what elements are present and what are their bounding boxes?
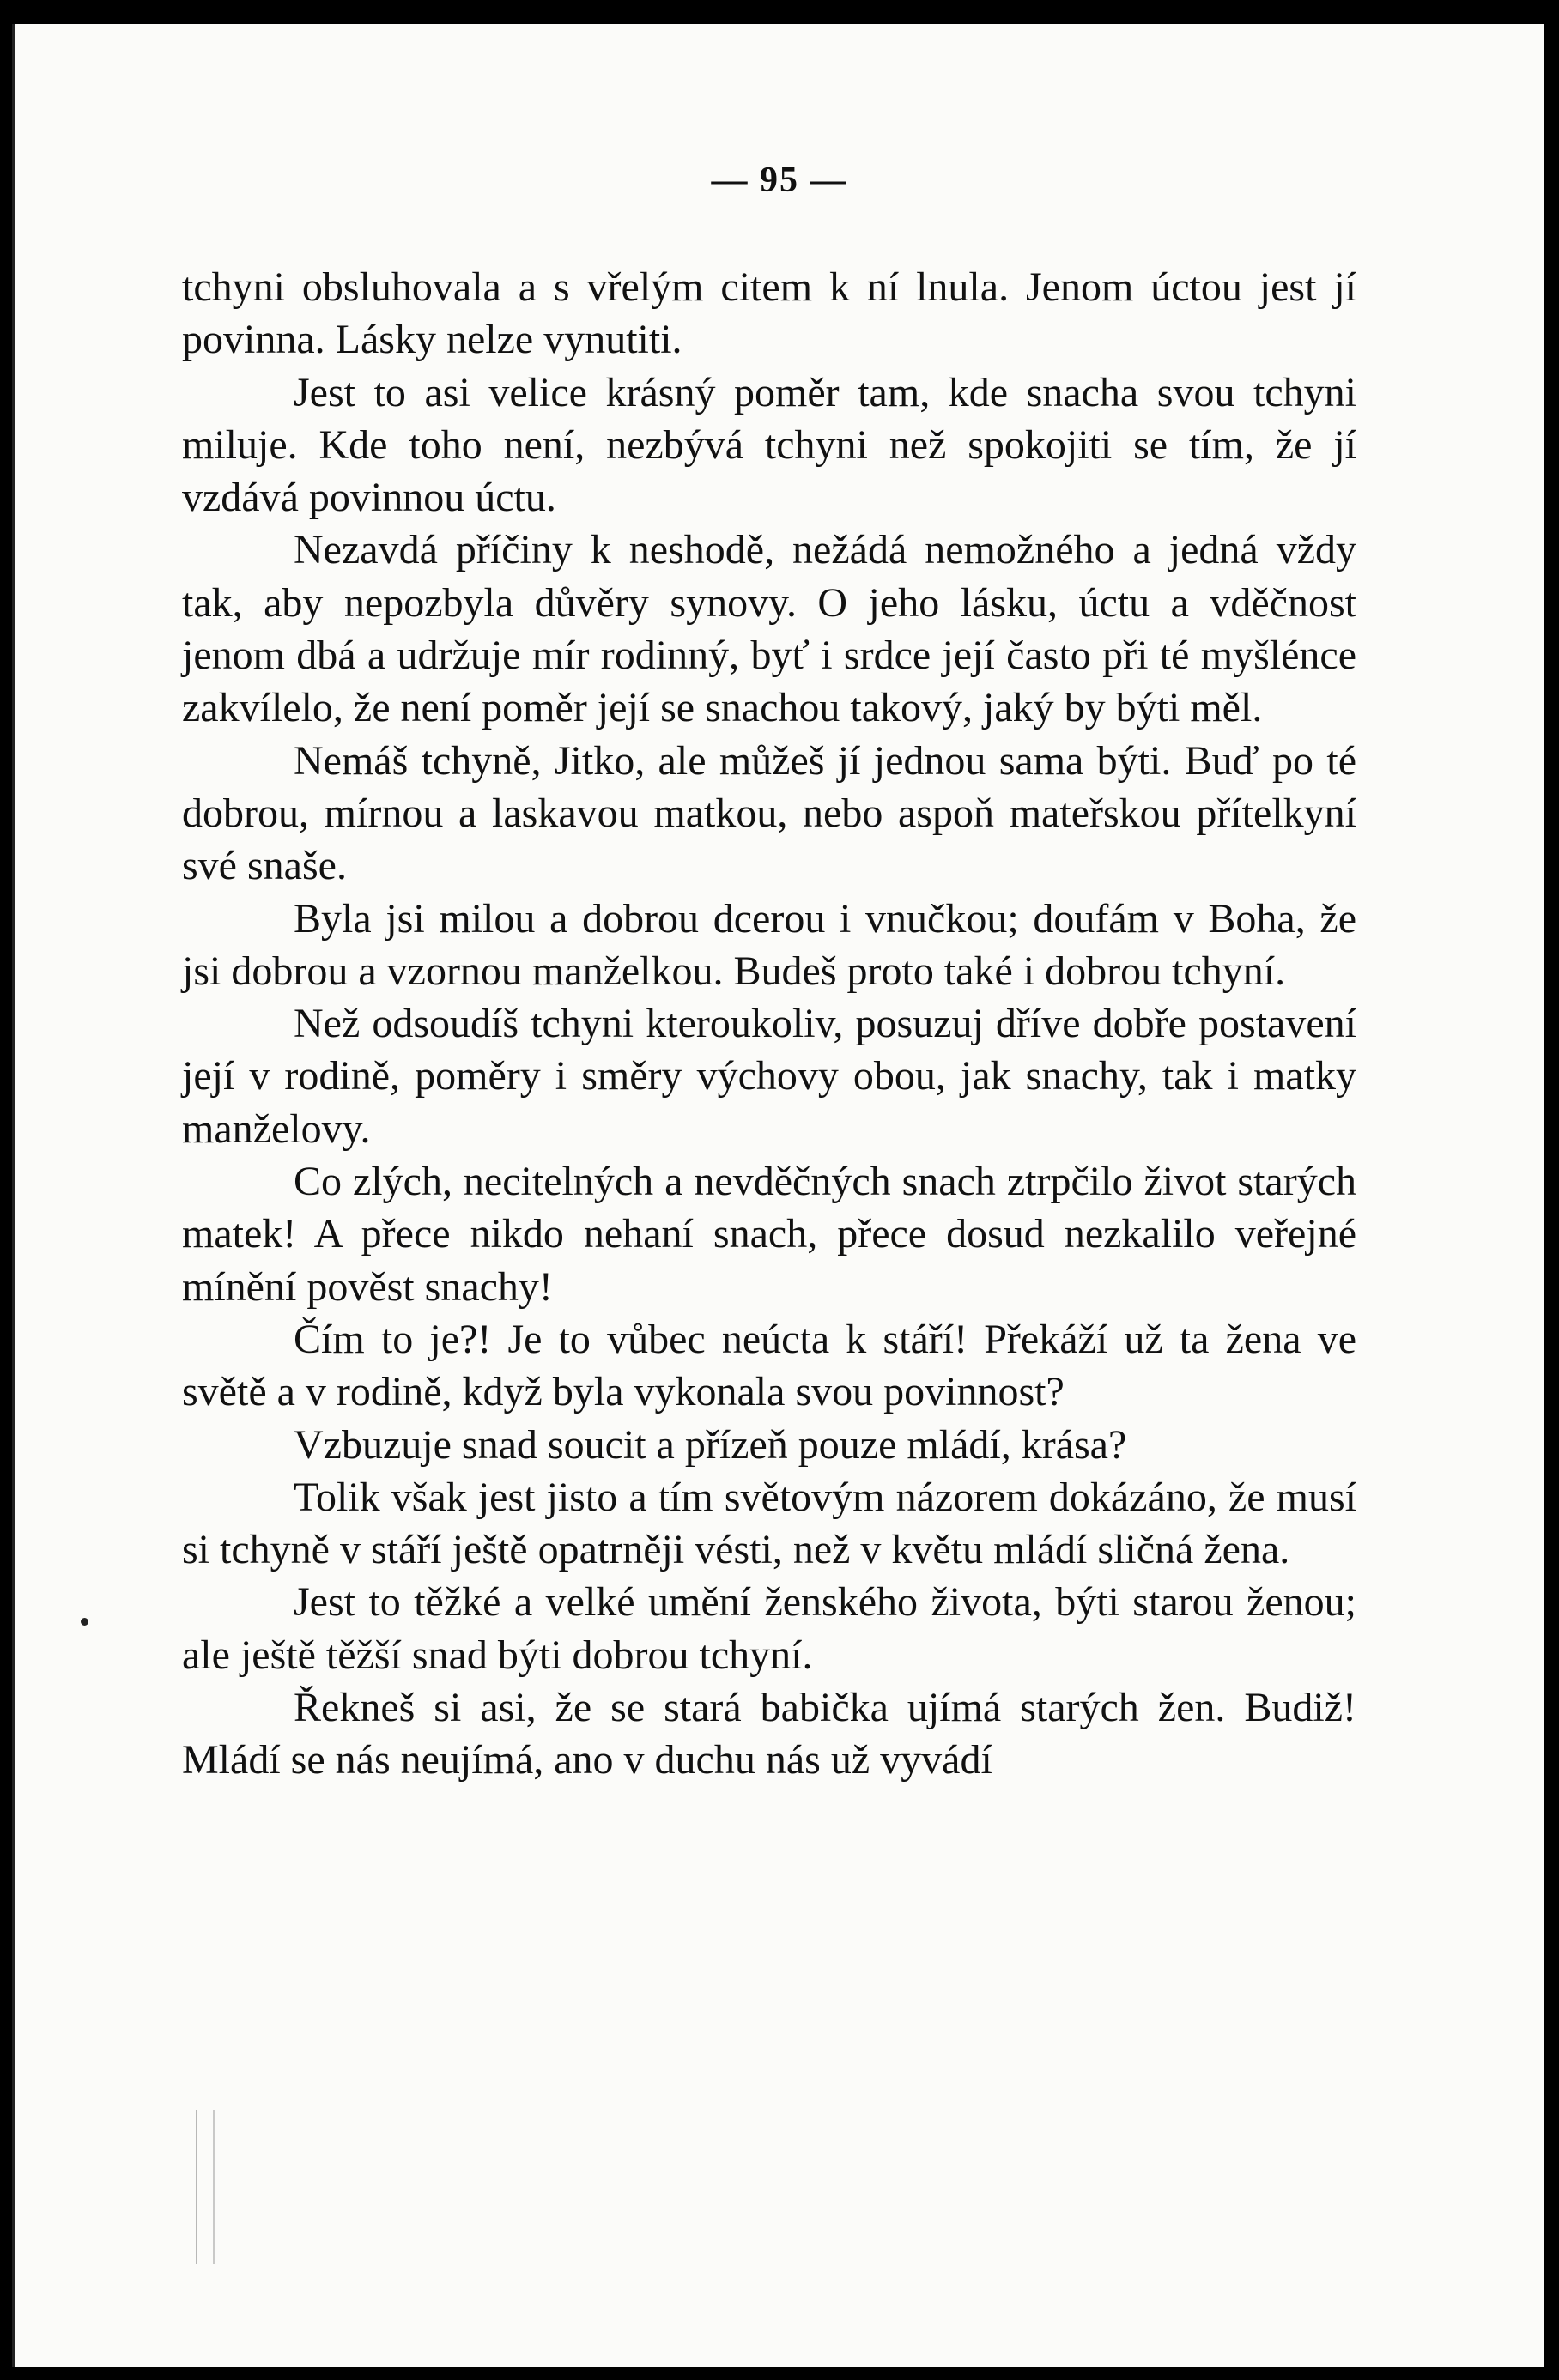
paragraph: tchyni obsluhovala a s vřelým citem k ní lnula. Jenom úctou jest jí povinna. Lásky nelze vynutiti. [182, 264, 1356, 363]
paragraph: Řekneš si asi, že se stará babička ujímá starých žen. Budiž! Mládí se nás neujímá, ano v duchu nás už vyvádí [182, 1685, 1356, 1783]
paragraph: Nezavdá příčiny k neshodě, nežádá nemožného a jedná vždy tak, aby nepozbyla důvěry synovy. O jeho lásku, úctu a vděčnost jenom dbá a udržuje mír rodinný, byť i srdce její často při té myšlénce zakvílelo, že není poměr její se snachou takový, jaký by býti měl. [182, 527, 1356, 731]
paragraph: Tolik však jest jisto a tím světovým názorem dokázáno, že musí si tchyně v stáří ještě opatrněji vésti, než v květu mládí sličná žena. [182, 1474, 1356, 1573]
page-number: — 95 — [711, 160, 848, 200]
paragraph: Nemáš tchyně, Jitko, ale můžeš jí jednou sama býti. Buď po té dobrou, mírnou a laskavou matkou, nebo aspoň mateřskou přítelkyní své snaše. [182, 737, 1356, 889]
paragraph: Vzbuzuje snad soucit a přízeň pouze mládí, krása? [294, 1421, 1127, 1468]
paragraph: Jest to asi velice krásný poměr tam, kde snacha svou tchyni miluje. Kde toho není, nezbývá tchyni než spokojiti se tím, že jí vzdává povinnou úctu. [182, 369, 1356, 521]
paragraph: Co zlých, necitelných a nevděčných snach ztrpčilo život starých matek! A přece nikdo nehaní snach, přece dosud nezkalilo veřejné mínění pověst snachy! [182, 1159, 1356, 1310]
scan-mark [196, 2110, 215, 2264]
paragraph: Čím to je?! Je to vůbec neúcta k stáří! Překáží už ta žena ve světě a v rodině, když byla vykonala svou povinnost? [182, 1316, 1356, 1415]
book-page [12, 24, 1544, 2367]
margin-dot [81, 1618, 88, 1626]
paragraph: Než odsoudíš tchyni kteroukoliv, posuzuj dříve dobře postavení její v rodině, poměry i směry výchovy obou, jak snachy, tak i matky manželovy. [182, 1001, 1356, 1152]
paragraph: Byla jsi milou a dobrou dcerou i vnučkou; doufám v Boha, že jsi dobrou a vzornou manželkou. Budeš proto také i dobrou tchyní. [182, 895, 1356, 994]
body-text [182, 261, 1356, 1787]
paragraph: Jest to těžké a velké umění ženského života, býti starou ženou; ale ještě těžší snad býti dobrou tchyní. [182, 1579, 1356, 1678]
